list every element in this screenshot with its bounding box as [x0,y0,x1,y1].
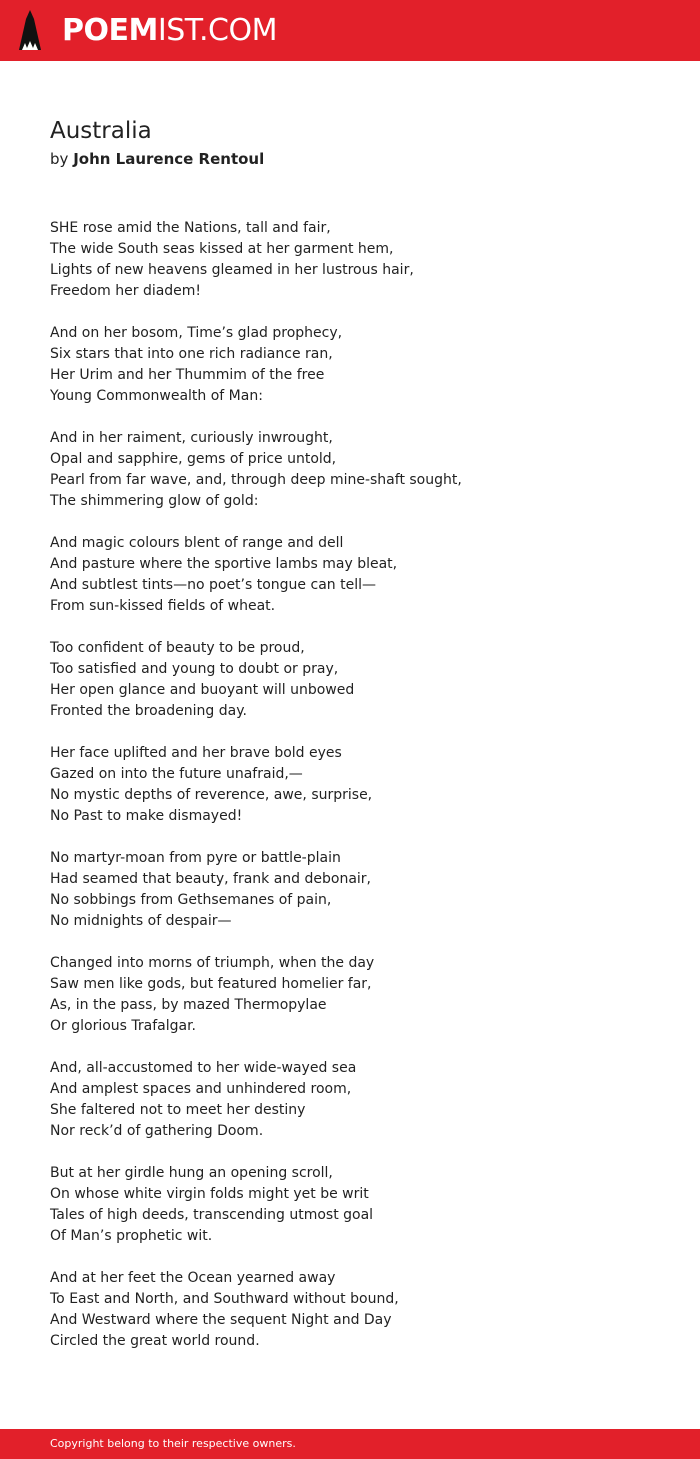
logo-light-text: IST.COM [157,13,277,48]
poem-line: Opal and sapphire, gems of price untold, [50,451,337,467]
poem-line: Her face uplifted and her brave bold eyes [50,745,342,761]
poem-line: Too satisfied and young to doubt or pray, [50,661,339,677]
poem-line: No sobbings from Gethsemanes of pain, [50,892,332,908]
pencil-icon[interactable] [17,10,43,52]
site-logo[interactable] [62,13,277,49]
poem-line: Had seamed that beauty, frank and debonair, [50,871,372,887]
stanza [50,218,670,302]
poem-line: The shimmering glow of gold: [50,493,259,509]
poem-line: And on her bosom, Time’s glad prophecy, [50,325,343,341]
poem-line: Young Commonwealth of Man: [50,388,263,404]
poem-line: From sun-kissed fields of wheat. [50,598,276,614]
poem-line: And subtlest tints—no poet’s tongue can tell— [50,577,376,593]
poem-line: Her Urim and her Thummim of the free [50,367,325,383]
poem-line: And in her raiment, curiously inwrought, [50,430,333,446]
poem-line: The wide South seas kissed at her garment hem, [50,241,394,257]
poem-body [50,218,670,1373]
poem-line: She faltered not to meet her destiny [50,1102,306,1118]
stanza [50,1268,670,1352]
byline [50,148,264,170]
stanza [50,1163,670,1247]
poem-line: Of Man’s prophetic wit. [50,1228,213,1244]
poem-line: Pearl from far wave, and, through deep mine-shaft sought, [50,472,462,488]
poem-line: Six stars that into one rich radiance ran, [50,346,333,362]
poem-line: Circled the great world round. [50,1333,260,1349]
poem-line: As, in the pass, by mazed Thermopylae [50,997,327,1013]
stanza [50,323,670,407]
poem-line: But at her girdle hung an opening scroll, [50,1165,333,1181]
poem-line: Freedom her diadem! [50,283,202,299]
by-label: by [50,150,69,168]
poem-line: Or glorious Trafalgar. [50,1018,197,1034]
poem-line: And Westward where the sequent Night and Day [50,1312,392,1328]
poem-line: And magic colours blent of range and dell [50,535,344,551]
stanza [50,533,670,617]
poem-line: Her open glance and buoyant will unbowed [50,682,355,698]
poem-line: No midnights of despair— [50,913,232,929]
poem-line: SHE rose amid the Nations, tall and fair, [50,220,331,236]
poem-line: Tales of high deeds, transcending utmost goal [50,1207,374,1223]
poem-line: And pasture where the sportive lambs may bleat, [50,556,398,572]
copyright-notice: Copyright belong to their respective owners. [50,1437,296,1450]
site-header [0,0,700,61]
stanza [50,848,670,932]
poem-line: Too confident of beauty to be proud, [50,640,305,656]
poem-line: To East and North, and Southward without bound, [50,1291,399,1307]
poem-line: Fronted the broadening day. [50,703,247,719]
poem-line: And, all-accustomed to her wide-wayed sea [50,1060,357,1076]
logo-bold-text: POEM [62,13,158,48]
poem-line: On whose white virgin folds might yet be writ [50,1186,369,1202]
poem-line: No mystic depths of reverence, awe, surprise, [50,787,373,803]
poem-line: Saw men like gods, but featured homelier far, [50,976,372,992]
poem-line: No Past to make dismayed! [50,808,243,824]
poem-line: Gazed on into the future unafraid,— [50,766,303,782]
poem-title: Australia [50,118,152,144]
author-name: John Laurence Rentoul [73,150,265,168]
poem-line: Lights of new heavens gleamed in her lustrous hair, [50,262,414,278]
poem-line: Nor reck’d of gathering Doom. [50,1123,264,1139]
stanza [50,953,670,1037]
poem-line: And at her feet the Ocean yearned away [50,1270,336,1286]
stanza [50,638,670,722]
stanza [50,743,670,827]
stanza [50,428,670,512]
site-footer [0,1429,700,1459]
poem-line: And amplest spaces and unhindered room, [50,1081,352,1097]
poem-line: No martyr-moan from pyre or battle-plain [50,850,341,866]
poem-line: Changed into morns of triumph, when the day [50,955,375,971]
stanza [50,1058,670,1142]
